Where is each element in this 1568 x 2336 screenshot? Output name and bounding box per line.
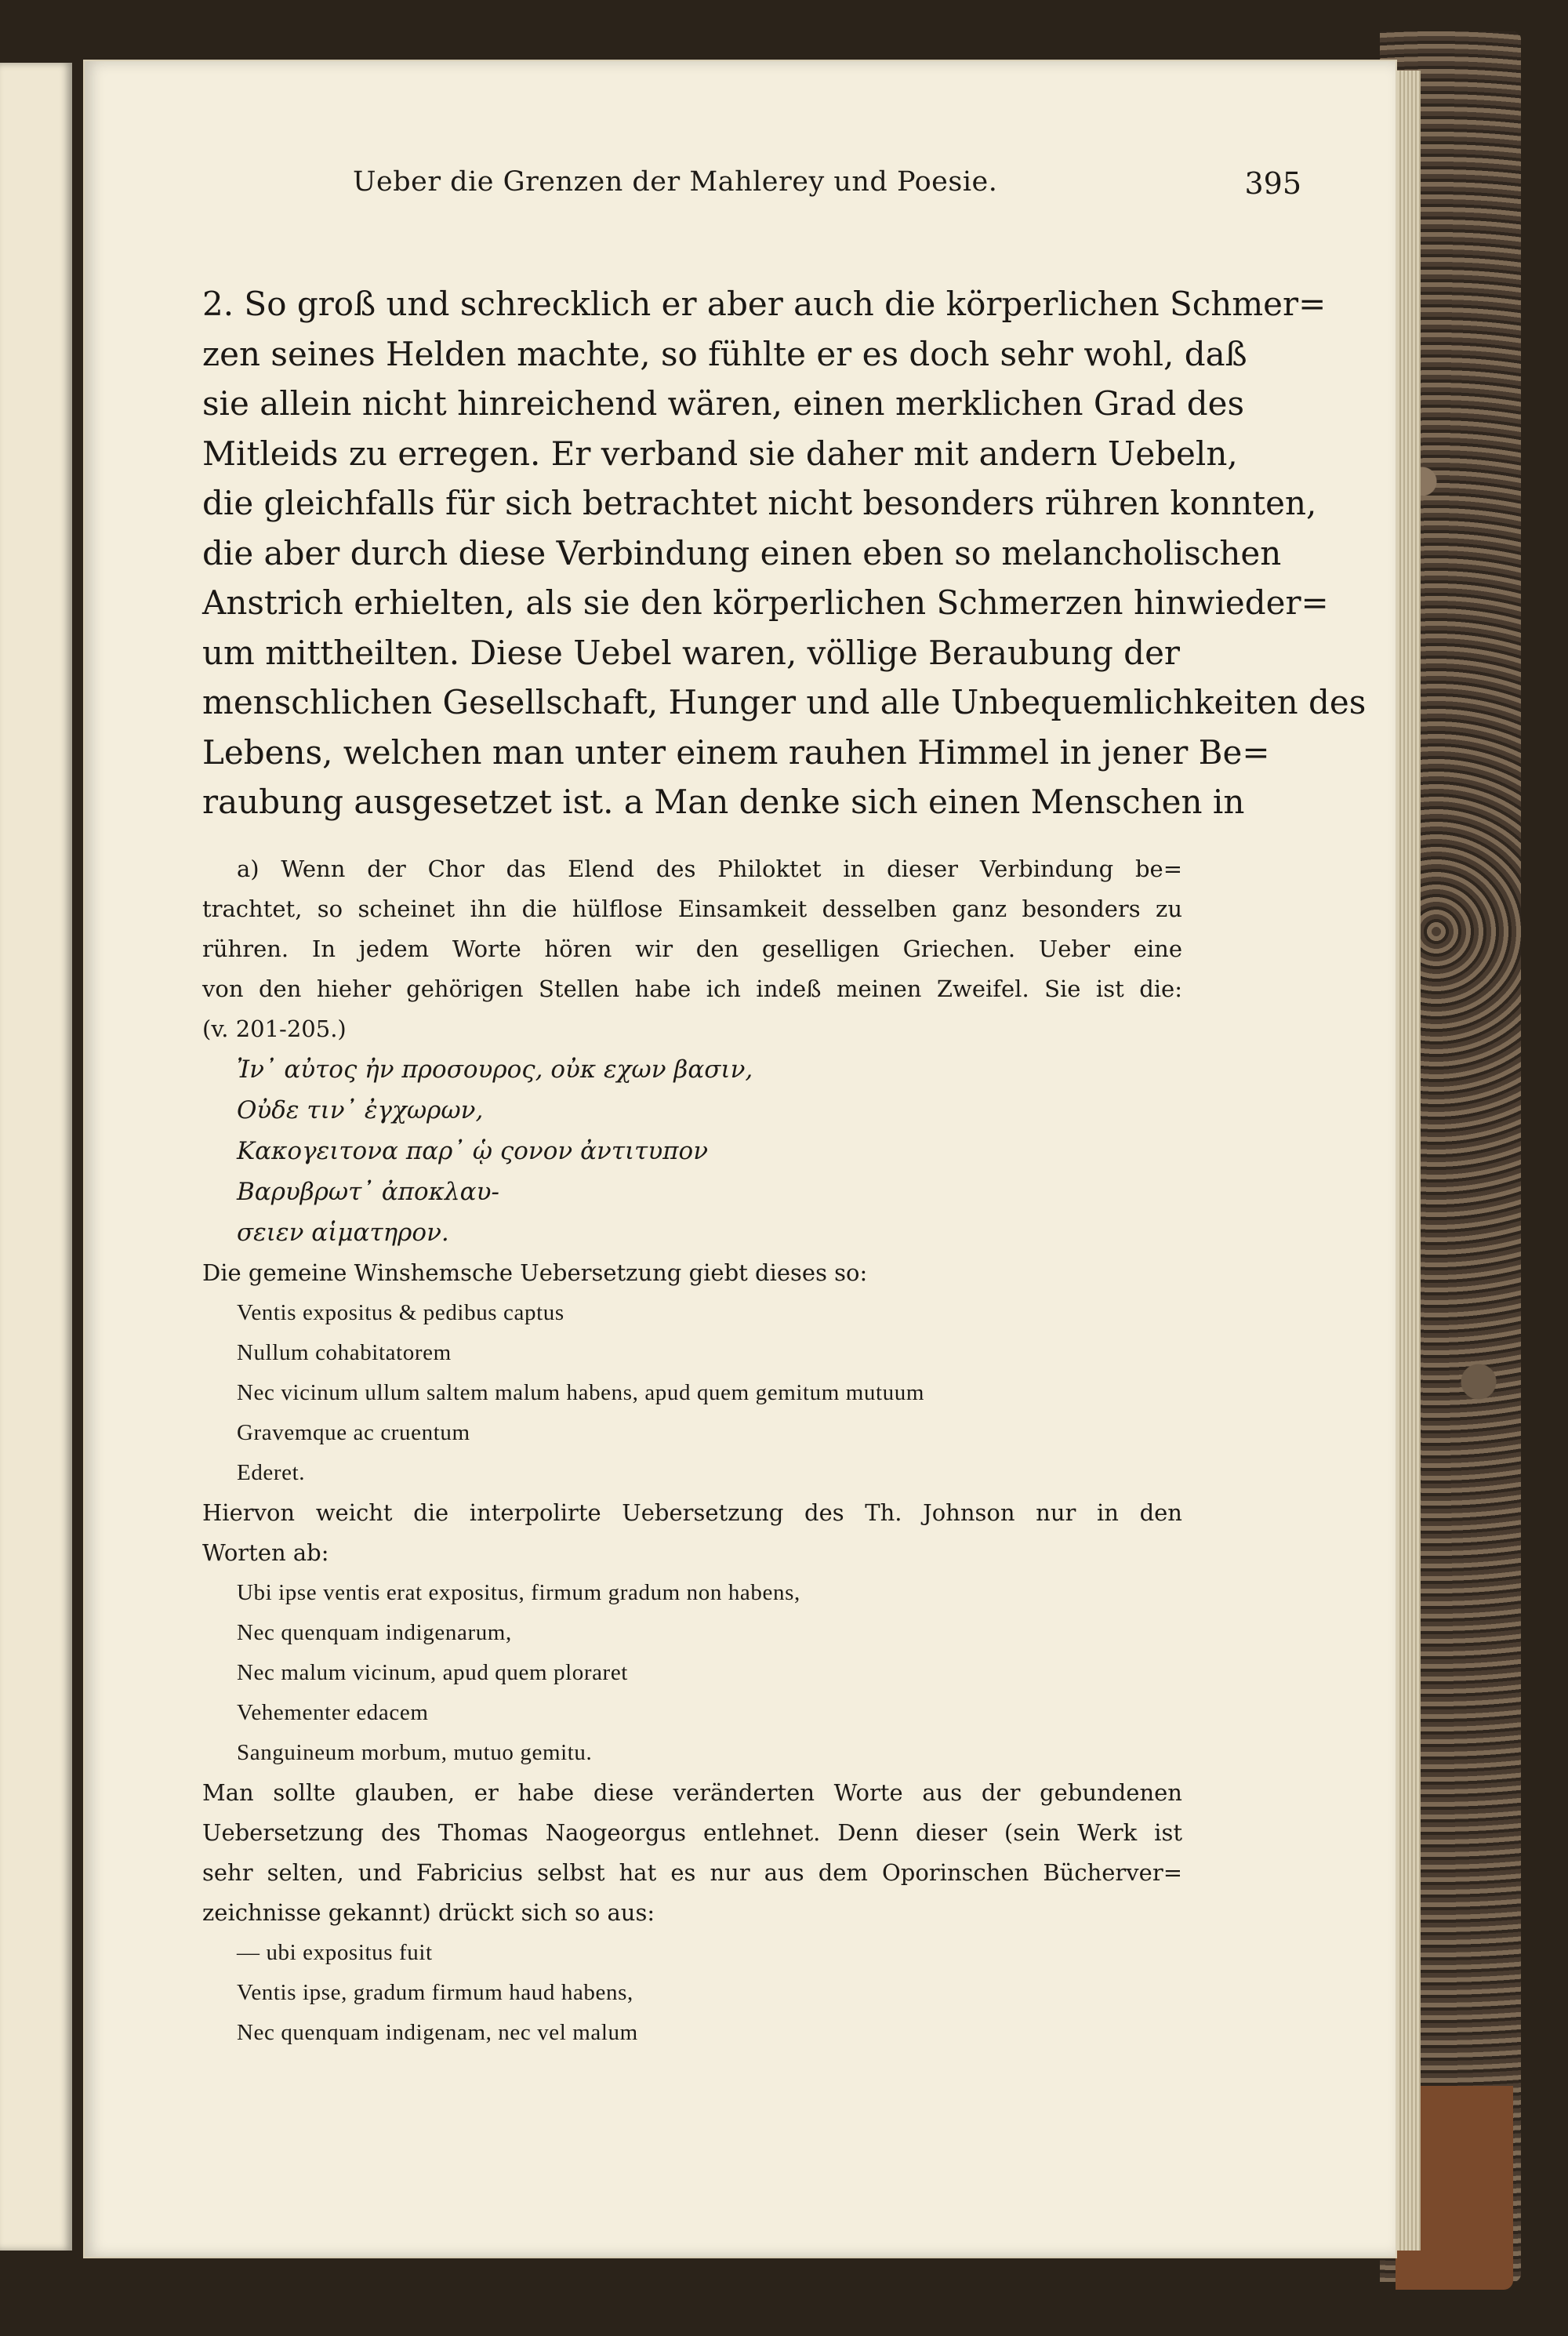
translation-intro: Hiervon weicht die interpolirte Uebersetzung des Th. Johnson nur in den: [202, 1499, 1182, 1526]
latin-line: Nec malum vicinum, apud quem ploraret: [237, 1660, 628, 1685]
translation-intro: Die gemeine Winshemsche Uebersetzung giebt dieses so:: [202, 1259, 868, 1286]
greek-line: Ἰν᾽ αὐτος ἠν προσουρος, οὐκ εχων βασιν,: [237, 1055, 753, 1084]
translation-intro: Uebersetzung des Thomas Naogeorgus entlehnet. Denn dieser (sein Werk ist: [202, 1819, 1182, 1846]
latin-line: Ederet.: [237, 1460, 306, 1485]
left-page-edge: [0, 63, 72, 2251]
latin-line: Ventis expositus & pedibus captus: [237, 1300, 564, 1325]
running-title: Ueber die Grenzen der Mahlerey und Poesie.: [353, 166, 998, 198]
latin-line: Nec vicinum ullum saltem malum habens, apud quem gemitum mutuum: [237, 1380, 925, 1405]
greek-line: Κακογειτονα παρ᾽ ᾡ ςονον ἀντιτυπον: [237, 1137, 709, 1165]
latin-line: Gravemque ac cruentum: [237, 1420, 470, 1445]
page-number: 395: [1244, 166, 1301, 201]
text-line: die gleichfalls für sich betrachtet nicht besonders rühren konnten,: [202, 484, 1317, 522]
footnote: [202, 849, 1182, 2053]
translation-intro: zeichnisse gekannt) drückt sich so aus:: [202, 1899, 655, 1926]
latin-line: Nec quenquam indigenarum,: [237, 1620, 512, 1645]
text-line: Anstrich erhielten, als sie den körperlichen Schmerzen hinwieder=: [202, 583, 1329, 622]
greek-line: Οὐδε τιν᾽ ἐγχωρων,: [237, 1096, 484, 1124]
greek-line: Βαρυβρωτ᾽ ἀποκλαυ-: [237, 1178, 499, 1206]
text-line: die aber durch diese Verbindung einen eben so melancholischen: [202, 533, 1282, 572]
text-line: um mittheilten. Diese Uebel waren, völlige Beraubung der: [202, 633, 1180, 672]
latin-translation-johnson: [202, 1573, 1182, 1773]
footnote-line: von den hieher gehörigen Stellen habe ich indeß meinen Zweifel. Sie ist die:: [202, 975, 1182, 1002]
latin-line: Ubi ipse ventis erat expositus, firmum gradum non habens,: [237, 1580, 800, 1605]
greek-line: σειεν αἱματηρον.: [237, 1219, 449, 1247]
text-line: sie allein nicht hinreichend wären, einen merklichen Grad des: [202, 384, 1245, 423]
footnote-line: rühren. In jedem Worte hören wir den geselligen Griechen. Ueber eine: [202, 935, 1182, 962]
text-line: menschlichen Gesellschaft, Hunger und alle Unbequemlichkeiten des: [202, 683, 1367, 721]
latin-line: Nec quenquam indigenam, nec vel malum: [237, 2020, 638, 2045]
footnote-line: trachtet, so scheinet ihn die hülflose Einsamkeit desselben ganz besonders zu: [202, 896, 1182, 922]
latin-line: — ubi expositus fuit: [237, 1940, 433, 1965]
text-line: zen seines Helden machte, so fühlte er es doch sehr wohl, daß: [202, 334, 1247, 373]
verse-reference: (v. 201-205.): [202, 1015, 347, 1042]
footnote-line: a) Wenn der Chor das Elend des Philoktet in dieser Verbindung be=: [237, 856, 1182, 882]
text-line: 2. So groß und schrecklich er aber auch die körperlichen Schmer=: [202, 285, 1327, 323]
translation-intro: sehr selten, und Fabricius selbst hat es nur aus dem Oporinschen Bücherver=: [202, 1859, 1182, 1886]
latin-line: Nullum cohabitatorem: [237, 1340, 452, 1365]
greek-quotation: [202, 1049, 1182, 1253]
latin-line: Ventis ipse, gradum firmum haud habens,: [237, 1980, 633, 2005]
translation-intro: Worten ab:: [202, 1539, 329, 1566]
latin-translation-winsheim: [202, 1293, 1182, 1493]
latin-translation-naogeorgus: [202, 1933, 1182, 2053]
text-line: Lebens, welchen man unter einem rauhen Himmel in jener Be=: [202, 732, 1270, 772]
text-line: Mitleids zu erregen. Er verband sie daher mit andern Uebeln,: [202, 434, 1238, 473]
main-text: [202, 279, 1367, 827]
latin-line: Sanguineum morbum, mutuo gemitu.: [237, 1740, 593, 1765]
latin-line: Vehementer edacem: [237, 1700, 429, 1725]
text-line: raubung ausgesetzet ist. a Man denke sich einen Menschen in: [202, 783, 1245, 821]
translation-intro: Man sollte glauben, er habe diese veränderten Worte aus der gebundenen: [202, 1779, 1182, 1806]
